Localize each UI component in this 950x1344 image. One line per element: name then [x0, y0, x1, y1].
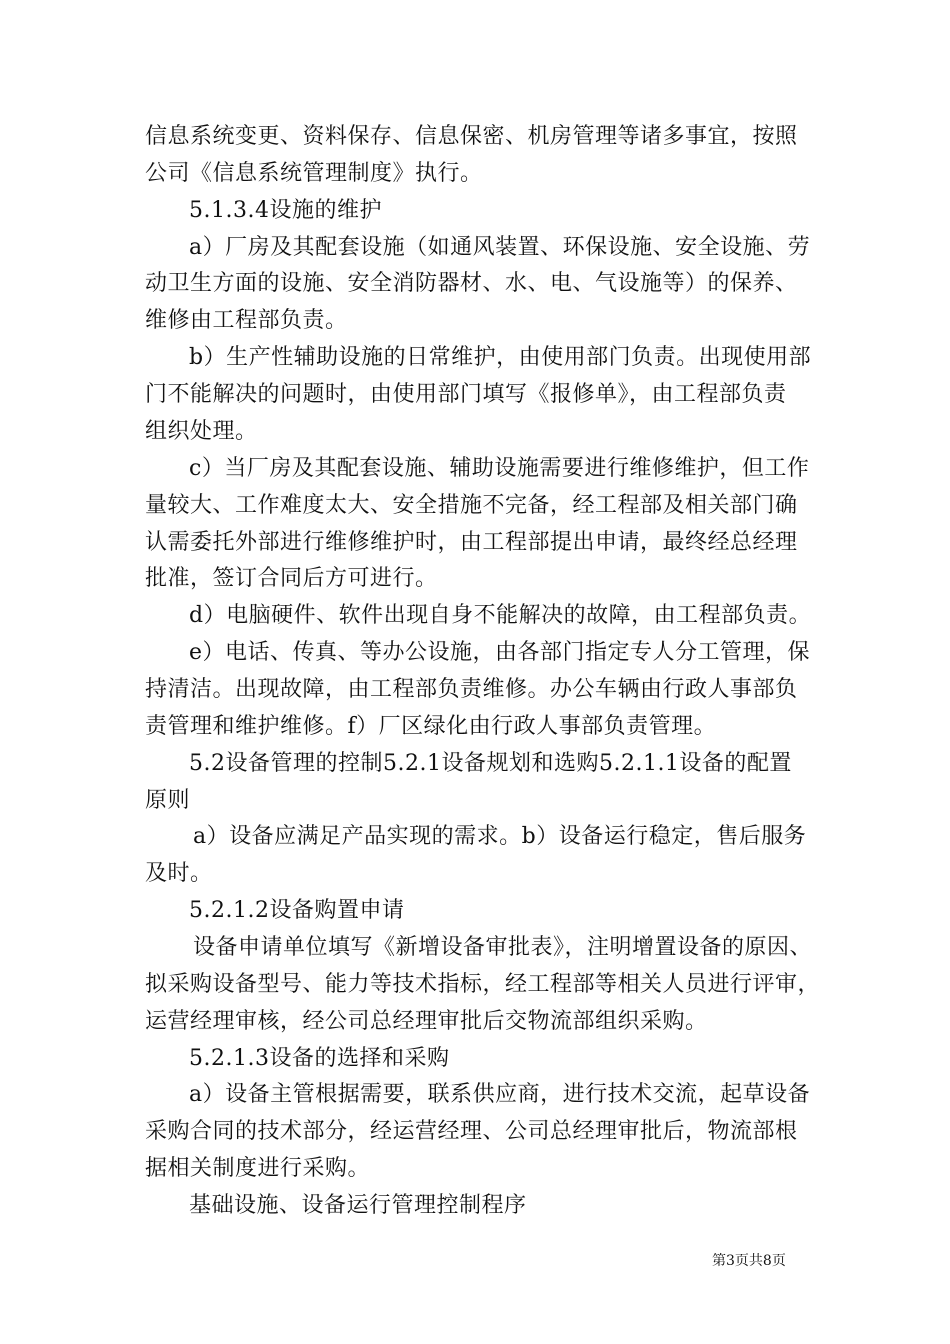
text-line: 据相关制度进行采购。: [145, 1156, 371, 1181]
text-line: 认需委托外部进行维修维护时，由工程部提出申请，最终经总经理: [145, 530, 798, 555]
text-line: e）电话、传真、等办公设施，由各部门指定专人分工管理，保: [189, 640, 811, 665]
text-line: a）设备应满足产品实现的需求。b）设备运行稳定，售后服务: [193, 824, 807, 849]
section-heading: 5.2.1.2设备购置申请: [189, 898, 405, 923]
text-line: 运营经理审核，经公司总经理审批后交物流部组织采购。: [145, 1009, 708, 1034]
text-line: b）生产性辅助设施的日常维护，由使用部门负责。出现使用部: [189, 345, 812, 370]
text-line: 原则: [145, 788, 191, 813]
text-line: 动卫生方面的设施、安全消防器材、水、电、气设施等）的保养、: [145, 271, 798, 296]
text-line: 持清洁。出现故障，由工程部负责维修。办公车辆由行政人事部负: [145, 677, 798, 702]
text-line: 及时。: [145, 861, 213, 886]
text-line: 拟采购设备型号、能力等技术指标，经工程部等相关人员进行评审，: [145, 972, 821, 997]
document-title-line: 基础设施、设备运行管理控制程序: [189, 1193, 527, 1218]
text-line: 信息系统变更、资料保存、信息保密、机房管理等诸多事宜，按照: [145, 124, 798, 149]
text-line: 采购合同的技术部分，经运营经理、公司总经理审批后，物流部根: [145, 1119, 798, 1144]
text-line: 设备申请单位填写《新增设备审批表》，注明增置设备的原因、: [193, 935, 813, 960]
text-line: 门不能解决的问题时，由使用部门填写《报修单》，由工程部负责: [145, 382, 787, 407]
page-indicator: 第3页共8页: [712, 1253, 786, 1269]
text-line: 量较大、工作难度太大、安全措施不完备，经工程部及相关部门确: [145, 493, 798, 518]
section-heading: 5.2.1.3设备的选择和采购: [189, 1046, 450, 1071]
text-line: c）当厂房及其配套设施、辅助设施需要进行维修维护，但工作: [189, 456, 810, 481]
text-line: 组织处理。: [145, 419, 258, 444]
section-heading: 5.2设备管理的控制5.2.1设备规划和选购5.2.1.1设备的配置: [189, 751, 792, 776]
text-line: 公司《信息系统管理制度》执行。: [145, 161, 483, 186]
text-line: 批准，签订合同后方可进行。: [145, 566, 438, 591]
text-line: 维修由工程部负责。: [145, 308, 348, 333]
text-line: a）设备主管根据需要，联系供应商，进行技术交流，起草设备: [189, 1082, 811, 1107]
text-line: d）电脑硬件、软件出现自身不能解决的故障，由工程部负责。: [189, 603, 812, 628]
text-line: a）厂房及其配套设施（如通风装置、环保设施、安全设施、劳: [189, 235, 811, 260]
section-heading: 5.1.3.4设施的维护: [189, 198, 382, 223]
text-line: 责管理和维护维修。f）厂区绿化由行政人事部负责管理。: [145, 714, 717, 739]
